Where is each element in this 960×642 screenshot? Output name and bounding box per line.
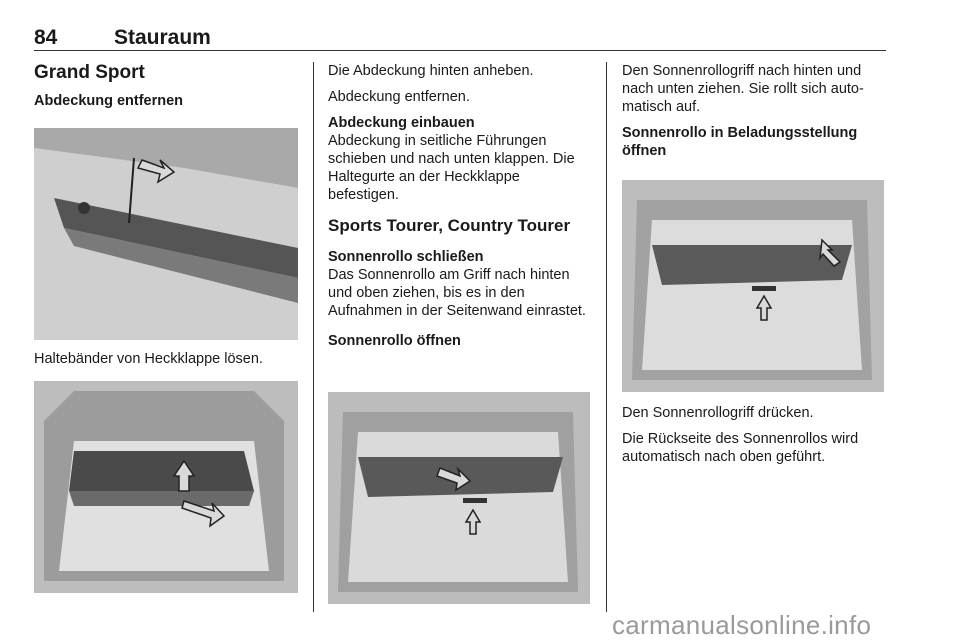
subheading-open-blind: Sonnenrollo öffnen [328, 333, 461, 349]
text-lift-cover: Die Abdeckung hinten anheben. [328, 63, 534, 79]
text-install-cover: Abdeckung in seitliche Führungen schieben und nach unten klappen. Die Haltegurte an der Heckklappe befestigen. [328, 133, 575, 203]
column-1 [34, 62, 298, 110]
text-remove-cover: Abdeckung entfernen. [328, 89, 470, 105]
text-blind-rises: Die Rückseite des Sonnenrollos wird automatisch nach oben geführt. [622, 431, 859, 465]
column-3-lower [622, 404, 884, 474]
text-pull-handle: Den Sonnenrollogriff nach hinten und nach unten ziehen. Sie rollt sich automatisch auf. [622, 63, 864, 115]
figure-loading-position [622, 180, 884, 392]
column-1-lower [34, 350, 298, 376]
text-close-blind: Das Sonnenrollo am Griff nach hinten und oben ziehen, bis es in den Aufnahmen in der Seitenwand einrastet. [328, 267, 586, 319]
column-2 [328, 62, 590, 350]
subheading-loading-position: Sonnenrollo in Beladungsstellung öffnen [622, 125, 858, 159]
subheading-remove-cover: Abdeckung entfernen [34, 93, 184, 109]
subheading-close-blind: Sonnenrollo schließen [328, 249, 484, 265]
page-header [34, 26, 886, 56]
header-divider [34, 50, 886, 51]
figure-grand-sport-trunk [34, 381, 298, 593]
text-press-handle: Den Sonnenrollogriff drücken. [622, 405, 814, 421]
page-number: 84 [34, 26, 58, 49]
caption-release-straps: Haltebänder von Heckklappe lösen. [34, 351, 263, 367]
watermark: carmanualsonline.info [612, 610, 872, 640]
chapter-title: Stauraum [114, 26, 211, 49]
section-title-sports-tourer: Sports Tourer, Country Tourer [328, 216, 571, 235]
figure-cover-removal [34, 128, 298, 340]
subheading-install-cover: Abdeckung einbauen [328, 115, 475, 131]
figure-open-blind [328, 392, 590, 604]
column-3 [622, 62, 884, 160]
column-divider-2 [606, 62, 607, 612]
column-divider-1 [313, 62, 314, 612]
section-title-grand-sport: Grand Sport [34, 62, 145, 83]
